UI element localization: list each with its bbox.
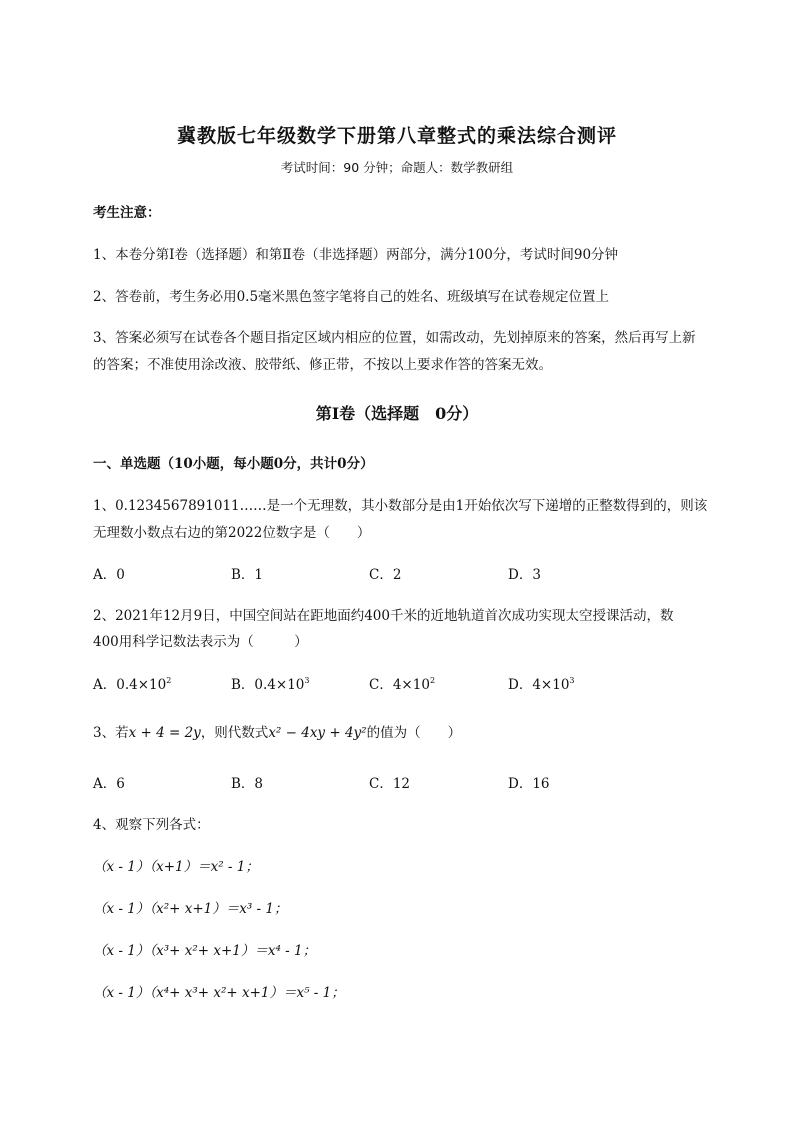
q2-option-c: C．$4\times 10^2$	[369, 676, 436, 693]
question-1-line1: 1、0.1234567891011……是一个无理数，其小数部分是由1开始依次写下递增的正整数得到的，则该	[93, 498, 708, 514]
question-4-intro: 4、观察下列各式：	[93, 817, 210, 833]
q3-option-c: C．12	[369, 776, 411, 792]
q3-condition: x + 4 = 2y	[128, 725, 201, 741]
q3-prefix: 3、若	[93, 725, 129, 741]
notice-heading: 考生注意：	[93, 205, 161, 221]
q1-option-b: B．1	[231, 567, 264, 583]
q3-mid: ，则代数式	[200, 725, 269, 741]
question-3	[93, 721, 461, 741]
q3-suffix: 的值为（ ）	[366, 725, 462, 741]
q4-equation-3: （x - 1）（x³+ x²+ x+1）＝x⁴ - 1；	[93, 943, 317, 959]
document-title: 冀教版七年级数学下册第八章整式的乘法综合测评	[176, 125, 617, 147]
notice-3-line1: 3、答案必须写在试卷各个题目指定区域内相应的位置，如需改动，先划掉原来的答案，然后再写上新	[93, 330, 696, 346]
q1-option-c: C．2	[369, 567, 402, 583]
notice-2: 2、答卷前，考生务必用0.5毫米黑色签字笔将自己的姓名、班级填写在试卷规定位置上	[93, 289, 610, 305]
q3-option-a: A．6	[93, 776, 125, 792]
q4-equation-2: （x - 1）（x²+ x+1）＝x³ - 1；	[93, 901, 288, 917]
q2-option-d: D．$4\times 10^3$	[508, 676, 575, 693]
notice-3-line2: 的答案；不准使用涂改液、胶带纸、修正带，不按以上要求作答的答案无效。	[93, 357, 552, 373]
q2-option-a: A．$0.4\times 10^2$	[93, 676, 172, 693]
question-1-line2: 无理数小数点右边的第2022位数字是（ ）	[93, 525, 371, 541]
section-title: 第Ⅰ卷（选择题 0分）	[315, 404, 479, 423]
exam-info: 考试时间：90 分钟；命题人：数学教研组	[280, 160, 514, 175]
notice-1: 1、本卷分第Ⅰ卷（选择题）和第Ⅱ卷（非选择题）两部分，满分100分，考试时间90分钟	[93, 247, 619, 263]
q4-equation-4: （x - 1）（x⁴+ x³+ x²+ x+1）＝x⁵ - 1；	[93, 985, 345, 1001]
question-2-line2: 400用科学记数法表示为（ ）	[93, 634, 308, 650]
q1-option-d: D．3	[508, 567, 541, 583]
q4-equation-1: （x - 1）（x+1）＝x² - 1；	[93, 859, 259, 875]
question-2-line1: 2、2021年12月9日，中国空间站在距地面约400千米的近地轨道首次成功实现太空授课活动，数	[93, 608, 674, 624]
q3-option-b: B．8	[231, 776, 264, 792]
part-heading: 一、单选题（10小题，每小题0分，共计0分）	[93, 456, 374, 472]
q2-option-b: B．$0.4\times 10^3$	[231, 676, 310, 693]
q1-option-a: A．0	[93, 567, 125, 583]
q3-expression: x² − 4xy + 4y²	[268, 725, 367, 741]
q3-option-d: D．16	[508, 776, 550, 792]
